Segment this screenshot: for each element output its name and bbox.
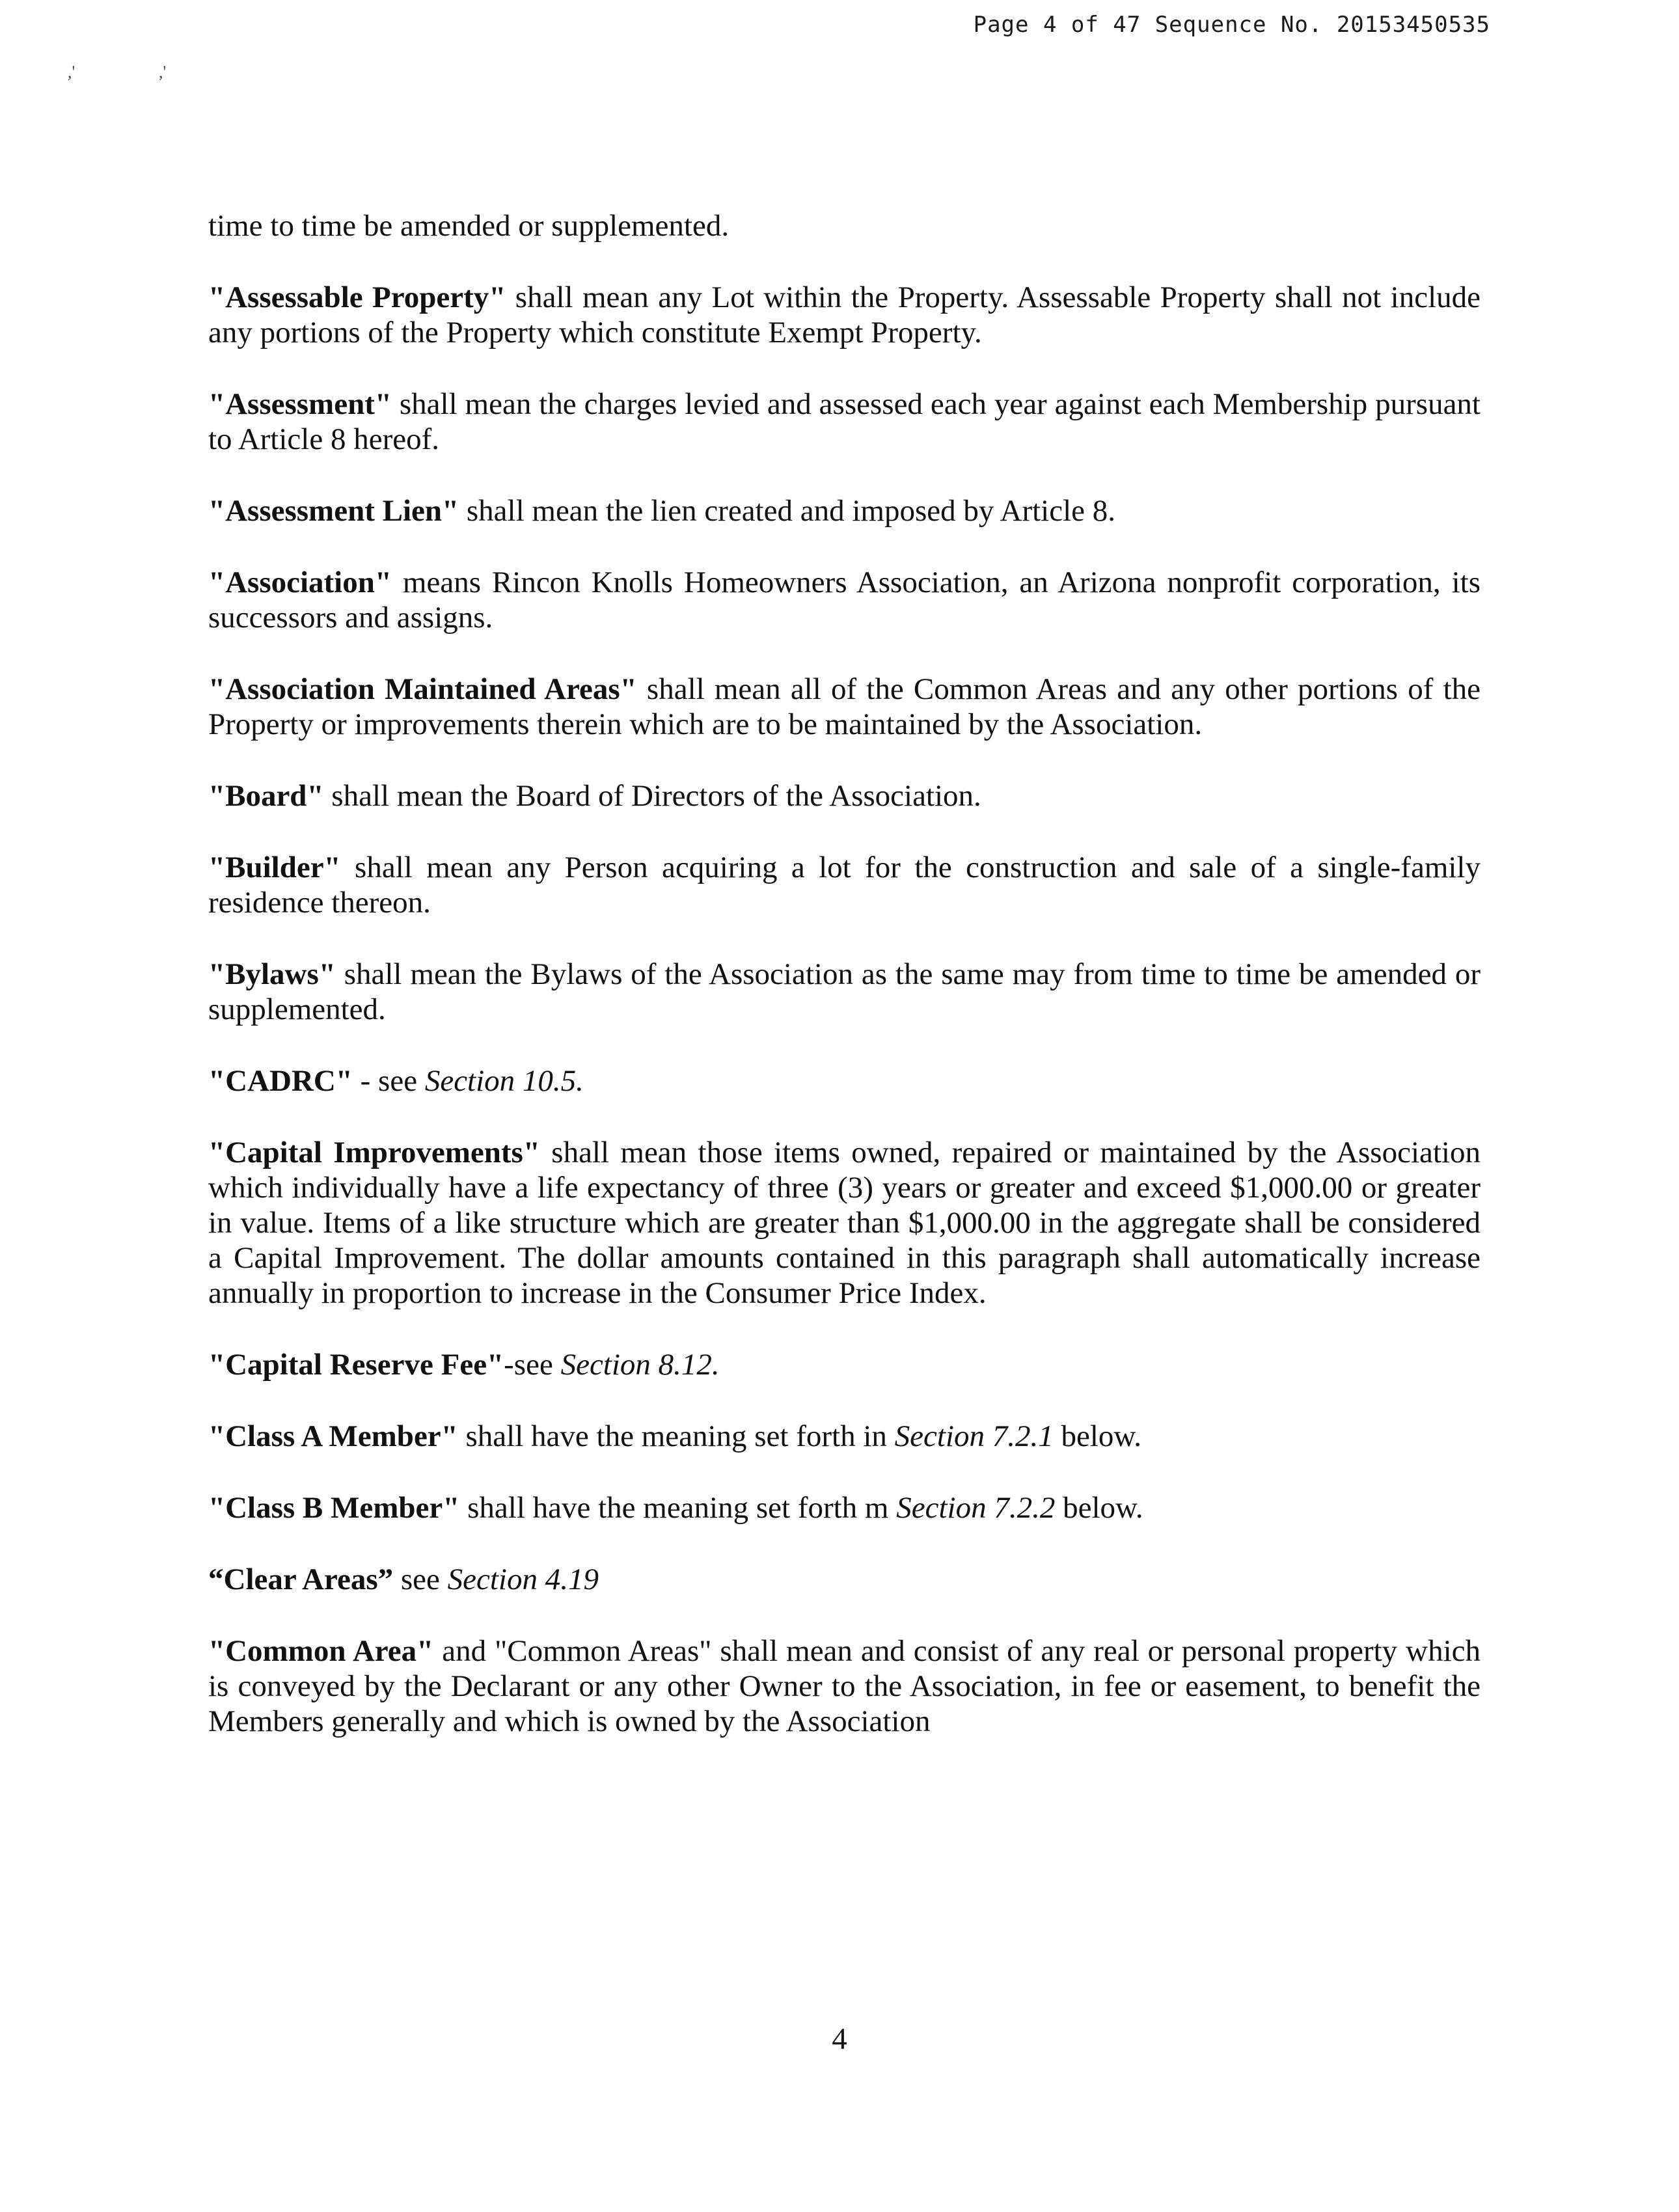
definition-text: shall mean the charges levied and assessed each year against each Membership pursuant to Article 8 hereof. xyxy=(208,387,1481,456)
definition-text: and "Common Areas" shall mean and consist of any real or personal property which is conveyed by the Declarant or any other Owner to the Association, in fee or easement, to benefit the Members generally and which is owned by the Association xyxy=(208,1634,1481,1738)
definition-text: shall have the meaning set forth in xyxy=(457,1419,895,1453)
section-reference: Section 4.19 xyxy=(447,1563,599,1596)
defined-term: "Common Area" xyxy=(208,1634,434,1668)
definition-text: time to time be amended or supplemented. xyxy=(208,209,730,243)
defined-term: "Capital Improvements" xyxy=(208,1136,540,1169)
definition-paragraph xyxy=(208,957,1481,1027)
definition-text: -see xyxy=(504,1348,561,1382)
definition-tail: below. xyxy=(1053,1419,1142,1453)
defined-term: "Class A Member" xyxy=(208,1419,458,1453)
section-reference: Section 8.12. xyxy=(560,1348,720,1382)
definition-paragraph xyxy=(208,280,1481,350)
definition-text: - see xyxy=(352,1064,425,1098)
definition-paragraph xyxy=(208,1135,1481,1311)
definition-text: shall mean any Person acquiring a lot for the construction and sale of a single-family residence thereon. xyxy=(208,851,1481,920)
defined-term: "Association Maintained Areas" xyxy=(208,672,637,706)
definition-paragraph xyxy=(208,1419,1481,1454)
definition-paragraph xyxy=(208,1633,1481,1739)
definition-paragraph xyxy=(208,208,1481,243)
definition-text: means Rincon Knolls Homeowners Association, an Arizona nonprofit corporation, its successors and assigns. xyxy=(208,566,1481,635)
defined-term: "Assessable Property" xyxy=(208,280,506,314)
section-reference: Section 7.2.1 xyxy=(894,1419,1054,1453)
page-header-sequence: Page 4 of 47 Sequence No. 20153450535 xyxy=(973,12,1490,38)
definition-tail: below. xyxy=(1055,1491,1143,1525)
page-number: 4 xyxy=(832,2022,847,2056)
definition-text: shall mean the Board of Directors of the Association. xyxy=(323,779,981,813)
defined-term: "Builder" xyxy=(208,851,341,884)
definition-paragraph xyxy=(208,850,1481,920)
defined-term: "Association" xyxy=(208,566,392,599)
section-reference: Section 7.2.2 xyxy=(896,1491,1056,1525)
defined-term: "Bylaws" xyxy=(208,957,336,991)
definition-paragraph xyxy=(208,1490,1481,1525)
definition-paragraph xyxy=(208,387,1481,457)
definition-paragraph xyxy=(208,565,1481,635)
defined-term: "Assessment Lien" xyxy=(208,494,459,528)
definition-paragraph xyxy=(208,672,1481,742)
definition-text: shall mean the Bylaws of the Association as the same may from time to time be amended or supplemented. xyxy=(208,957,1481,1026)
defined-term: "CADRC" xyxy=(208,1064,353,1098)
defined-term: "Board" xyxy=(208,779,324,813)
definitions-body xyxy=(208,208,1481,1775)
definition-paragraph xyxy=(208,1562,1481,1597)
definition-text: shall mean all of the Common Areas and any other portions of the Property or improvements therein which are to be maintained by the Association. xyxy=(208,672,1481,741)
definition-paragraph xyxy=(208,1063,1481,1099)
definition-paragraph xyxy=(208,778,1481,813)
definition-text: see xyxy=(393,1563,448,1596)
definition-paragraph xyxy=(208,1347,1481,1382)
defined-term: “Clear Areas” xyxy=(208,1563,394,1596)
defined-term: "Assessment" xyxy=(208,387,392,421)
section-reference: Section 10.5. xyxy=(424,1064,584,1098)
definition-text: shall mean the lien created and imposed by Article 8. xyxy=(459,494,1115,528)
defined-term: "Capital Reserve Fee" xyxy=(208,1348,504,1382)
defined-term: "Class B Member" xyxy=(208,1491,460,1525)
definition-paragraph xyxy=(208,493,1481,528)
definition-text: shall have the meaning set forth m xyxy=(459,1491,897,1525)
definition-text: shall mean any Lot within the Property. Assessable Property shall not include any portions of the Property which constitute Exempt Property. xyxy=(208,280,1481,349)
definition-text: shall mean those items owned, repaired or maintained by the Association which individually have a life expectancy of three (3) years or greater and exceed $1,000.00 or greater in value. Items of a like structure which are greater than $1,000.00 in the aggregate shall be considered a Capital Improvement. The dollar amounts contained in this paragraph shall automatically increase annually in proportion to increase in the Consumer Price Index. xyxy=(208,1136,1481,1310)
